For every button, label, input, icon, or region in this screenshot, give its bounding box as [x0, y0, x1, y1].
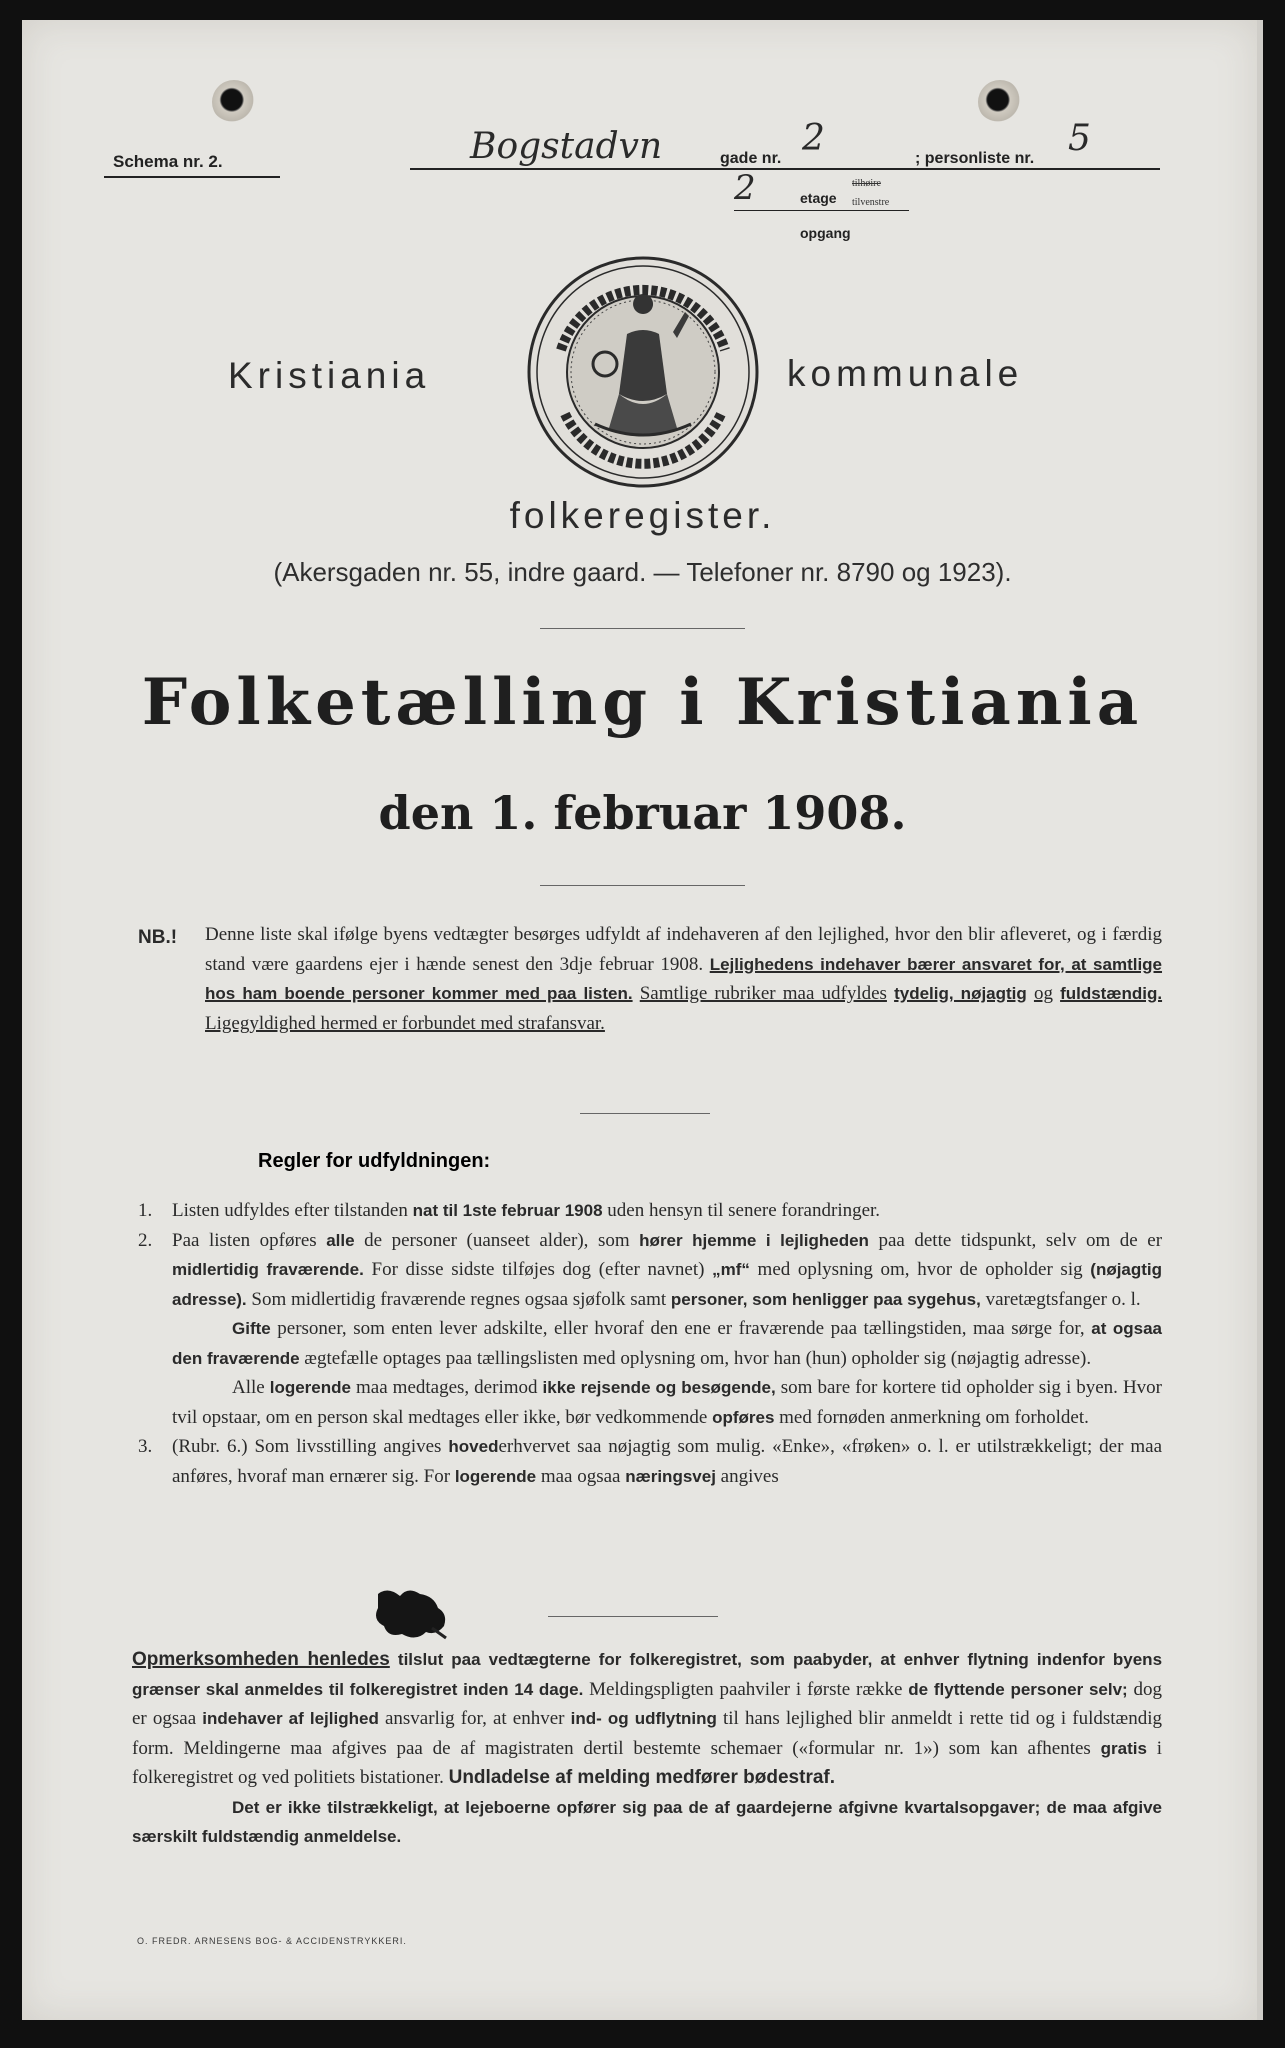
- schema-number: Schema nr. 2.: [113, 152, 223, 171]
- nb-text-3: Samtlige rubriker maa udfyldes: [639, 983, 887, 1004]
- nb-text-2: Lejlighedens indehaver bærer ansvaret for, at samtlige hos ham boende personer kommer med paa listen.: [205, 954, 1163, 1003]
- nb-text-4: tydelig, nøjagtig: [894, 984, 1027, 1003]
- rule-3: [138, 1432, 1162, 1491]
- punch-hole-left: [212, 80, 256, 124]
- notice-text-1: Opmerksomheden henledes: [132, 1649, 390, 1670]
- divider: [540, 628, 745, 629]
- punch-hole-right: [978, 80, 1022, 124]
- notice-text-3: at enhver flytning indenfor byens grænser skal anmeldes til folkeregistret inden 14 dage.: [132, 1650, 1163, 1699]
- etage-field[interactable]: 2: [734, 168, 756, 208]
- rule-1: [138, 1196, 1162, 1226]
- notice-text-5: de flyttende personer selv;: [908, 1679, 1128, 1699]
- notice-text-4: Meldingspligten paahviler i første række: [589, 1678, 903, 1700]
- municipality-subtitle: folkeregister.: [509, 495, 776, 536]
- nb-text-7: Ligegyldighed hermed er forbundet med strafansvar.: [205, 1012, 605, 1034]
- kristiania-seal-icon: [525, 254, 761, 490]
- etage-underline: [734, 210, 909, 211]
- schema-underline: [104, 176, 280, 178]
- municipality-name-right: kommunale: [787, 353, 1024, 394]
- printer-imprint: O. FREDR. ARNESENS BOG- & ACCIDENSTRYKKERI.: [137, 1936, 407, 1946]
- notice-text-2: tilslut paa vedtægterne for folkeregistret, som paabyder,: [397, 1650, 873, 1669]
- rule-2: [138, 1226, 1162, 1315]
- gade-label: gade nr.: [720, 150, 782, 167]
- divider: [548, 1616, 718, 1617]
- rule-number: 1.: [138, 1200, 153, 1221]
- nb-label: NB.!: [138, 927, 178, 948]
- notice-text-6: dog er ogsaa: [132, 1678, 1163, 1729]
- nb-paragraph: [205, 920, 1162, 1038]
- address-underline: [410, 168, 1160, 170]
- rule-2-logerende: Alle logerende maa medtages, derimod ikke rejsende og besøgende, som bare for kortere tid opholder sig i byen. Hvor tvil opstaar, om en person skal medtages eller ikke, bør vedkommende opføres med fornøden anmerkning om forholdet.: [172, 1377, 1162, 1428]
- municipality-name-left: Kristiania: [228, 355, 431, 396]
- notice-text-9: ind- og udflytning: [570, 1709, 717, 1728]
- rules-heading: Regler for udfyldningen:: [258, 1150, 491, 1172]
- etage-option-right: tilhøire: [852, 178, 881, 189]
- rule-text: Paa listen opføres alle de personer (uanseet alder), som hører hjemme i lejligheden paa dette tidspunkt, selv om de er midlertidig fraværende. For disse sidste tilføjes dog (efter navnet) „mf“ med oplysning om, hvor de opholder sig (nøjagtig adresse). Som midlertidig fraværende regnes ogsaa sjøfolk samt personer, som henligger paa sygehus, varetægtsfanger o. l.: [172, 1229, 1163, 1310]
- divider: [540, 885, 745, 886]
- nb-text-5: og: [1033, 983, 1053, 1004]
- notice-text-14: Det er ikke tilstrækkeligt, at lejeboerne opfører sig paa de af gaardejerne afgivne kvartalsopgaver; de maa afgive særskilt fuldstændig anmeldelse.: [132, 1797, 1162, 1846]
- notice-text-13: Undladelse af melding medfører bødestraf.: [448, 1767, 836, 1788]
- rule-number: 3.: [138, 1436, 153, 1457]
- rule-text: (Rubr. 6.) Som livsstilling angives hovederhvervet saa nøjagtig som mulig. «Enke», «frøken» o. l. er utilstrækkeligt; der maa anføres, hvoraf man ernærer sig. For logerende maa ogsaa næringsvej angives: [172, 1436, 1163, 1487]
- notice-text-10: til hans lejlighed blir anmeldt i rette tid og i fuldstændig form. Meldingerne maa afgives paa de af magistraten dertil bestemte schemaer («formular nr. 1») som kan afhentes: [132, 1708, 1163, 1759]
- street-name-field[interactable]: Bogstadvn: [470, 126, 663, 167]
- personliste-label: ; personliste nr.: [915, 150, 1035, 167]
- nb-text-6: fuldstændig.: [1060, 984, 1163, 1003]
- notice-text-11: gratis: [1100, 1738, 1147, 1758]
- notice-paragraph: [132, 1645, 1162, 1852]
- rules-list: [138, 1196, 1162, 1491]
- opgang-label: opgang: [800, 225, 851, 241]
- etage-label: etage: [800, 190, 837, 206]
- ink-blot: [372, 1584, 454, 1642]
- etage-option-left: tilvenstre: [852, 197, 890, 208]
- rule-text: Listen udfyldes efter tilstanden nat til 1ste februar 1908 uden hensyn til senere forandringer.: [172, 1200, 881, 1221]
- rule-2-gifte: Gifte personer, som enten lever adskilte, eller hvoraf den ene er fraværende paa tællingstiden, maa sørge for, at ogsaa den fraværende ægtefælle optages paa tællingslisten med oplysning om, hvor han (hun) opholder sig (nøjagtig adresse).: [172, 1318, 1162, 1369]
- notice-text-12: i folkeregistret og ved politiets bistationer.: [132, 1737, 1163, 1788]
- notice-text-7: indehaver af lejlighed: [202, 1709, 379, 1728]
- divider: [580, 1113, 710, 1114]
- gade-number-field[interactable]: 2: [802, 118, 825, 159]
- nb-text-1: Denne liste skal ifølge byens vedtægter besørges udfyldt af indehaveren af den lejlighed, hvor den blir afleveret, og i færdig stand være gaardens ejer i hænde senest den 3dje februar 1908.: [205, 924, 1162, 975]
- rule-number: 2.: [138, 1229, 153, 1251]
- page-title: Folketælling i Kristiania: [141, 665, 1144, 740]
- census-date: den 1. februar 1908.: [378, 786, 907, 840]
- notice-text-8: ansvarlig for, at enhver: [384, 1708, 565, 1729]
- municipality-address: (Akersgaden nr. 55, indre gaard. — Telefoner nr. 8790 og 1923).: [273, 557, 1012, 587]
- personliste-number-field[interactable]: 5: [1068, 118, 1091, 159]
